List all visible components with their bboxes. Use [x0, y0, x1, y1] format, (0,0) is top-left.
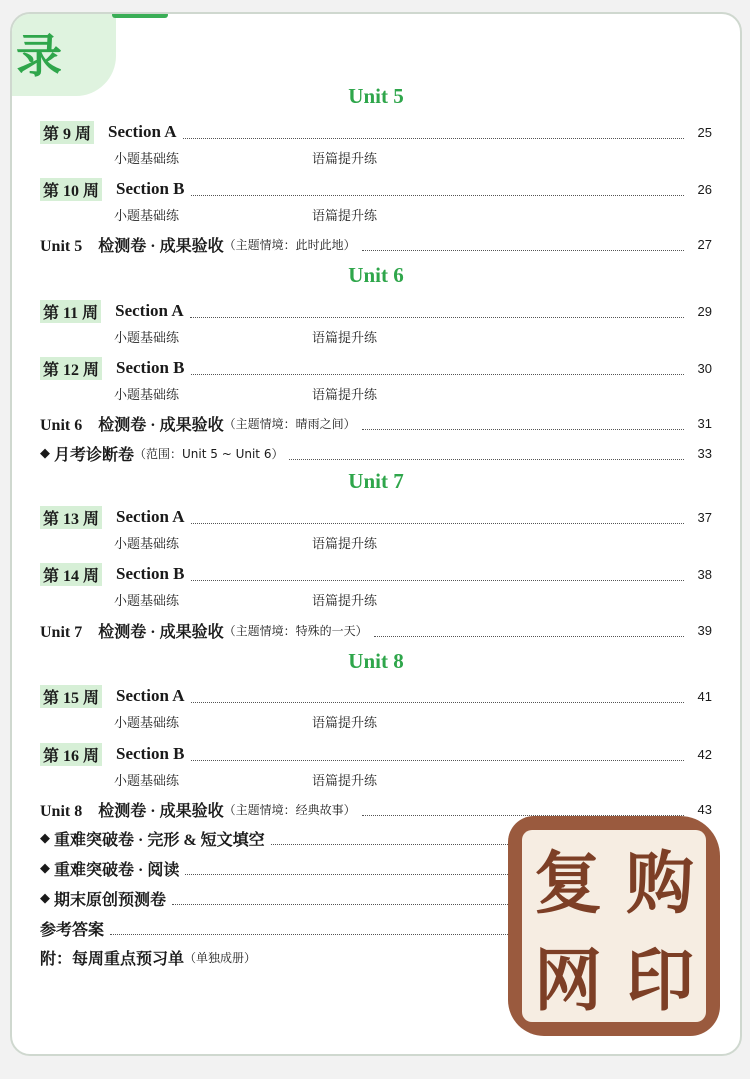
- subitem-basic: 小题基础练: [114, 774, 180, 789]
- page-number: 30: [697, 360, 712, 376]
- extra-title: 重难突破卷 · 阅读: [54, 861, 180, 879]
- page-number: 33: [697, 445, 712, 461]
- week-label: 第 13 周: [40, 506, 102, 529]
- stamp-char: 网: [533, 941, 602, 1021]
- subitem-basic: 小题基础练: [114, 209, 180, 224]
- watermark-stamp: [508, 816, 720, 1036]
- page-number: 37: [697, 509, 712, 525]
- subitem-basic: 小题基础练: [114, 331, 180, 346]
- page-number: 38: [697, 566, 712, 582]
- page-number: 25: [697, 124, 712, 140]
- stamp-char: 购: [625, 844, 694, 924]
- dot-leader: [191, 511, 685, 524]
- toc-row[interactable]: [40, 120, 712, 144]
- test-note: （主题情境：经典故事）: [223, 802, 356, 817]
- test-note: （主题情境：晴雨之间）: [223, 416, 356, 431]
- page-number: 42: [697, 746, 712, 762]
- toc-row-unit-test[interactable]: [40, 411, 712, 435]
- test-note: （主题情境：特殊的一天）: [223, 623, 368, 638]
- toc-row[interactable]: [40, 562, 712, 586]
- subitem-reading: 语篇提升练: [312, 594, 378, 609]
- page-number: 39: [697, 622, 712, 638]
- toc-row[interactable]: [40, 356, 712, 380]
- page-number: 31: [697, 415, 712, 431]
- week-label: 第 10 周: [40, 178, 102, 201]
- week-label: 第 12 周: [40, 357, 102, 380]
- toc-row-monthly-test[interactable]: [40, 441, 712, 465]
- section-label: Section B: [116, 744, 185, 763]
- diamond-bullet-icon: ◆: [40, 445, 50, 461]
- unit-heading: Unit 6: [348, 263, 404, 287]
- stamp-char: 印: [625, 941, 694, 1021]
- test-title: Unit 5 检测卷 · 成果验收: [40, 237, 224, 255]
- week-label: 第 15 周: [40, 685, 102, 708]
- toc-row[interactable]: [40, 742, 712, 766]
- page-number: 41: [697, 688, 712, 704]
- appendix-note: （单独成册）: [184, 950, 257, 965]
- subitem-basic: 小题基础练: [114, 152, 180, 167]
- section-label: Section A: [116, 686, 185, 705]
- dot-leader: [190, 305, 684, 318]
- page-number: 26: [697, 181, 712, 197]
- monthly-test-note: （范围：Unit 5 ~ Unit 6）: [134, 446, 284, 461]
- unit-heading: Unit 5: [348, 84, 404, 108]
- diamond-bullet-icon: ◆: [40, 830, 50, 846]
- diamond-bullet-icon: ◆: [40, 890, 50, 906]
- appendix-title: 附：每周重点预习单: [40, 950, 185, 968]
- dot-leader: [362, 238, 684, 251]
- week-label: 第 11 周: [40, 300, 101, 323]
- page-number: 27: [697, 236, 712, 252]
- subitem-reading: 语篇提升练: [312, 331, 378, 346]
- unit-heading: Unit 7: [348, 469, 404, 493]
- toc-row-unit-test[interactable]: [40, 618, 712, 642]
- subitem-basic: 小题基础练: [114, 594, 180, 609]
- subitem-reading: 语篇提升练: [312, 209, 378, 224]
- section-label: Section A: [108, 122, 177, 141]
- tab-accent-bar: [112, 12, 168, 18]
- test-title: Unit 6 检测卷 · 成果验收: [40, 416, 224, 434]
- subitem-basic: 小题基础练: [114, 388, 180, 403]
- section-label: Section B: [116, 358, 185, 377]
- subitem-basic: 小题基础练: [114, 537, 180, 552]
- subitem-reading: 语篇提升练: [312, 152, 378, 167]
- tab-char: 录: [16, 29, 62, 83]
- test-title: Unit 7 检测卷 · 成果验收: [40, 623, 224, 641]
- toc-row[interactable]: [40, 505, 712, 529]
- extra-title: 重难突破卷 · 完形 & 短文填空: [54, 831, 265, 849]
- dot-leader: [191, 690, 685, 703]
- subitem-basic: 小题基础练: [114, 716, 180, 731]
- week-label: 第 14 周: [40, 563, 102, 586]
- page-number: 43: [697, 801, 712, 817]
- dot-leader: [191, 183, 685, 196]
- unit-heading: Unit 8: [348, 649, 404, 673]
- section-label: Section B: [116, 564, 185, 583]
- section-label: Section A: [116, 507, 185, 526]
- toc-row[interactable]: [40, 299, 712, 323]
- week-label: 第 9 周: [40, 121, 94, 144]
- toc-row[interactable]: [40, 177, 712, 201]
- subitem-reading: 语篇提升练: [312, 716, 378, 731]
- dot-leader: [183, 126, 685, 139]
- extra-title: 期末原创预测卷: [54, 891, 167, 909]
- week-label: 第 16 周: [40, 743, 102, 766]
- dot-leader: [289, 447, 684, 460]
- dot-leader: [191, 748, 685, 761]
- dot-leader: [362, 417, 684, 430]
- monthly-test-title: 月考诊断卷: [54, 446, 135, 464]
- section-label: Section B: [116, 179, 185, 198]
- toc-row[interactable]: [40, 684, 712, 708]
- stamp-face: [522, 830, 706, 1022]
- page-number: 29: [697, 303, 712, 319]
- section-label: Section A: [115, 301, 184, 320]
- toc-row-unit-test[interactable]: [40, 232, 712, 256]
- subitem-reading: 语篇提升练: [312, 388, 378, 403]
- stamp-char: 复: [533, 844, 602, 924]
- dot-leader: [374, 624, 684, 637]
- subitem-reading: 语篇提升练: [312, 774, 378, 789]
- dot-leader: [191, 568, 685, 581]
- dot-leader: [362, 803, 684, 816]
- dot-leader: [191, 362, 685, 375]
- subitem-reading: 语篇提升练: [312, 537, 378, 552]
- diamond-bullet-icon: ◆: [40, 860, 50, 876]
- answers-title: 参考答案: [40, 921, 105, 939]
- test-title: Unit 8 检测卷 · 成果验收: [40, 802, 224, 820]
- test-note: （主题情境：此时此地）: [223, 237, 356, 252]
